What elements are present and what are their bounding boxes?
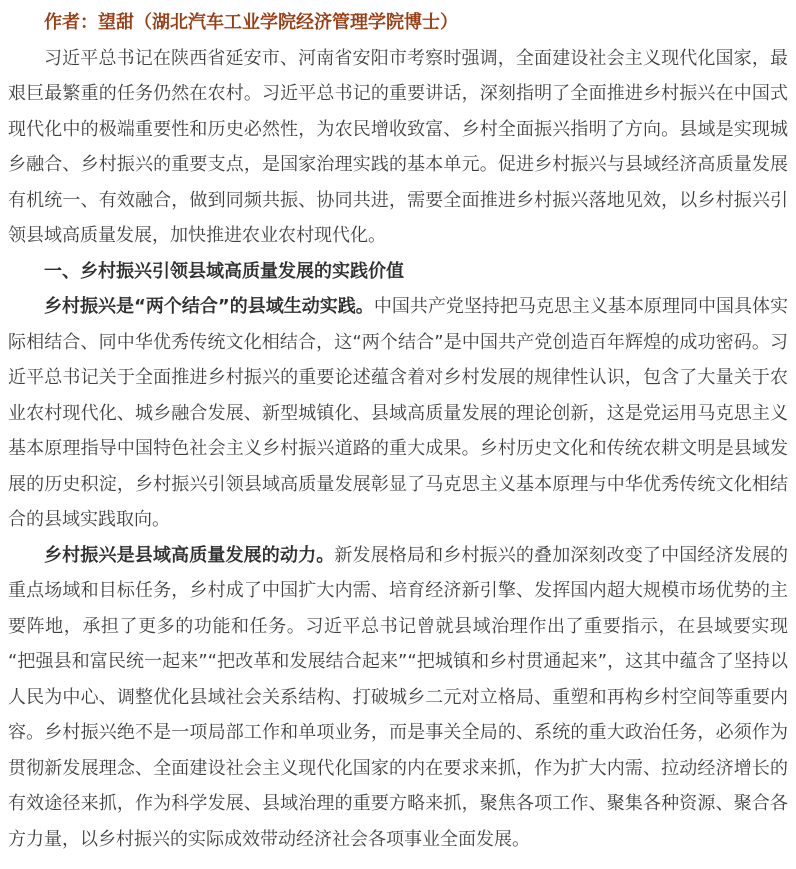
section-heading-1: 一、乡村振兴引领县域高质量发展的实践价值 <box>44 260 404 282</box>
paragraph-two-combinations <box>8 289 788 538</box>
paragraph-two-combinations-lead: 乡村振兴是“两个结合”的县域生动实践。 <box>44 296 374 317</box>
paragraph-driving-force-lead: 乡村振兴是县域高质量发展的动力。 <box>44 544 335 566</box>
paragraph-driving-force <box>8 538 788 858</box>
author-line: 作者：望甜（湖北汽车工业学院经济管理学院博士） <box>44 12 458 33</box>
paragraph-driving-force-body: 新发展格局和乡村振兴的叠加深刻改变了中国经济发展的重点场域和目标任务，乡村成了中国扩大内需、培育经济新引擎、发挥国内超大规模市场优势的主要阵地，承担了更多的功能和任务。习近平总书记曾就县域治理作出了重要指示，在县域要实现“把强县和富民统一起来”“把改革和发展结合起来”“把城镇和乡村贯通起来”，这其中蕴含了坚持以人民为中心、调整优化县域社会关系结构、打破城乡二元对立格局、重塑和再构乡村空间等重要内容。乡村振兴绝不是一项局部工作和单项业务，而是事关全局的、系统的重大政治任务，必须作为贯彻新发展理念、全面建设社会主义现代化国家的内在要求来抓，作为扩大内需、拉动经济增长的有效途径来抓，作为科学发展、县域治理的重要方略来抓，聚焦各项工作、聚集各种资源、聚合各方力量，以乡村振兴的实际成效带动经济社会各项事业全面发展。 <box>8 544 789 850</box>
paragraph-two-combinations-body: 中国共产党坚持把马克思主义基本原理同中国具体实际相结合、同中华优秀传统文化相结合，这“两个结合”是中国共产党创造百年辉煌的成功密码。习近平总书记关于全面推进乡村振兴的重要论述蕴含着对乡村发展的规律性认识，包含了大量关于农业农村现代化、城乡融合发展、新型城镇化、县域高质量发展的理论创新，这是党运用马克思主义基本原理指导中国特色社会主义乡村振兴道路的重大成果。乡村历史文化和传统农耕文明是县域发展的历史积淀，乡村振兴引领县域高质量发展彰显了马克思主义基本原理与中华优秀传统文化相结合的县域实践取向。 <box>8 296 788 530</box>
paragraph-intro: 习近平总书记在陕西省延安市、河南省安阳市考察时强调，全面建设社会主义现代化国家，最艰巨最繁重的任务仍然在农村。习近平总书记的重要讲话，深刻指明了全面推进乡村振兴在中国式现代化中的极端重要性和历史必然性，为农民增收致富、乡村全面振兴指明了方向。县域是实现城乡融合、乡村振兴的重要支点，是国家治理实践的基本单元。促进乡村振兴与县域经济高质量发展有机统一、有效融合，做到同频共振、协同共进，需要全面推进乡村振兴落地见效，以乡村振兴引领县域高质量发展，加快推进农业农村现代化。 <box>8 47 788 246</box>
